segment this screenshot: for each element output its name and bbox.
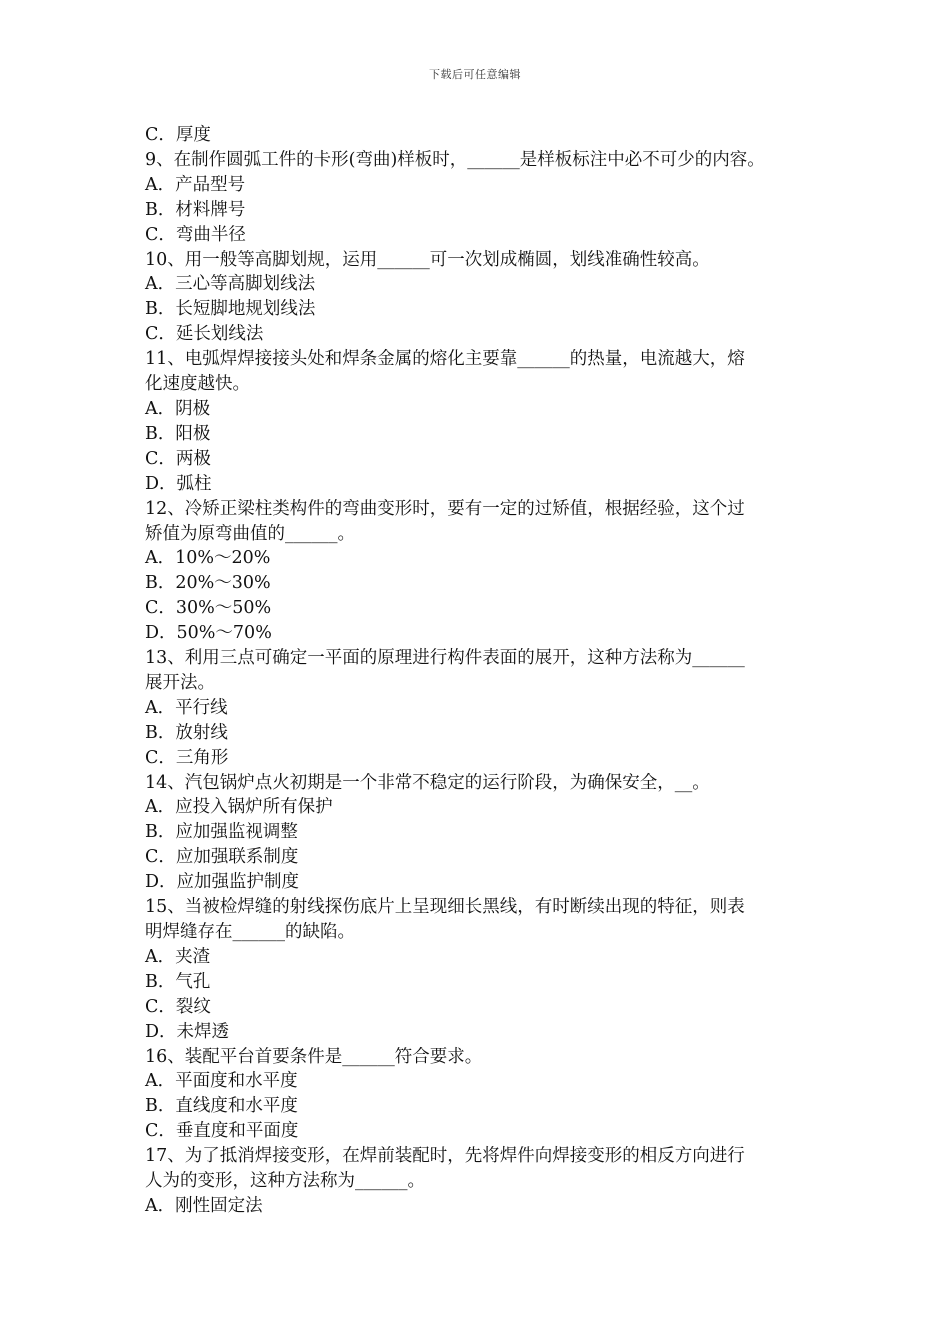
option-line: B．阳极 bbox=[145, 423, 211, 444]
option-line: D．弧柱 bbox=[145, 473, 212, 494]
option-line: B．放射线 bbox=[145, 722, 228, 743]
option-line: B．气孔 bbox=[145, 971, 211, 992]
option-line: D．应加强监护制度 bbox=[145, 872, 300, 893]
option-line: A．阴极 bbox=[145, 398, 211, 419]
question-line: 14、汽包锅炉点火初期是一个非常不稳定的运行阶段，为确保安全，__。 bbox=[145, 772, 710, 793]
option-line: C．三角形 bbox=[145, 747, 229, 768]
option-line: A．平面度和水平度 bbox=[145, 1071, 298, 1092]
question-line: 15、当被检焊缝的射线探伤底片上呈现细长黑线，有时断续出现的特征，则表 bbox=[145, 897, 745, 918]
question-line: 13、利用三点可确定一平面的原理进行构件表面的展开，这种方法称为______ bbox=[145, 648, 745, 669]
option-line: B．应加强监视调整 bbox=[145, 822, 298, 843]
question-line: 9、在制作圆弧工件的卡形(弯曲)样板时，______是样板标注中必不可少的内容。 bbox=[145, 149, 765, 170]
question-line: 10、用一般等高脚划规，运用______可一次划成椭圆，划线准确性较高。 bbox=[145, 249, 710, 270]
page-header-note: 下载后可任意编辑 bbox=[429, 68, 521, 81]
option-line: C．裂纹 bbox=[145, 996, 211, 1017]
question-line: 16、装配平台首要条件是______符合要求。 bbox=[145, 1046, 483, 1067]
question-line-continued: 明焊缝存在______的缺陷。 bbox=[145, 922, 355, 942]
option-line: A．平行线 bbox=[145, 697, 228, 718]
option-line: D．50%～70% bbox=[145, 623, 272, 644]
document-body bbox=[145, 123, 810, 1219]
option-line: B．长短脚地规划线法 bbox=[145, 299, 316, 320]
question-line: 11、电弧焊焊接接头处和焊条金属的熔化主要靠______的热量，电流越大，熔 bbox=[145, 349, 745, 370]
question-line: 17、为了抵消焊接变形，在焊前装配时，先将焊件向焊接变形的相反方向进行 bbox=[145, 1146, 745, 1167]
question-line: 12、冷矫正梁柱类构件的弯曲变形时，要有一定的过矫值，根据经验，这个过 bbox=[145, 498, 745, 519]
option-line: A．产品型号 bbox=[145, 174, 246, 195]
option-line: C．30%～50% bbox=[145, 598, 272, 619]
option-line: B．直线度和水平度 bbox=[145, 1096, 298, 1117]
option-line: B．材料牌号 bbox=[145, 199, 246, 220]
option-line: C．厚度 bbox=[145, 125, 211, 145]
option-line: A．刚性固定法 bbox=[145, 1195, 263, 1216]
option-line: C．延长划线法 bbox=[145, 324, 264, 345]
option-line: D．未焊透 bbox=[145, 1021, 230, 1042]
question-line-continued: 矫值为原弯曲值的______。 bbox=[145, 523, 355, 544]
question-line-continued: 展开法。 bbox=[145, 672, 215, 693]
option-line: A．三心等高脚划线法 bbox=[145, 274, 316, 295]
option-line: C．弯曲半径 bbox=[145, 224, 246, 245]
option-line: C．两极 bbox=[145, 448, 211, 469]
option-line: C．垂直度和平面度 bbox=[145, 1121, 299, 1142]
option-line: A．10%～20% bbox=[145, 548, 271, 569]
question-line-continued: 人为的变形，这种方法称为______。 bbox=[145, 1171, 425, 1192]
question-line-continued: 化速度越快。 bbox=[145, 374, 250, 395]
option-line: A．应投入锅炉所有保护 bbox=[145, 797, 333, 818]
option-line: A．夹渣 bbox=[145, 946, 211, 967]
option-line: B．20%～30% bbox=[145, 573, 271, 594]
option-line: C．应加强联系制度 bbox=[145, 847, 299, 868]
